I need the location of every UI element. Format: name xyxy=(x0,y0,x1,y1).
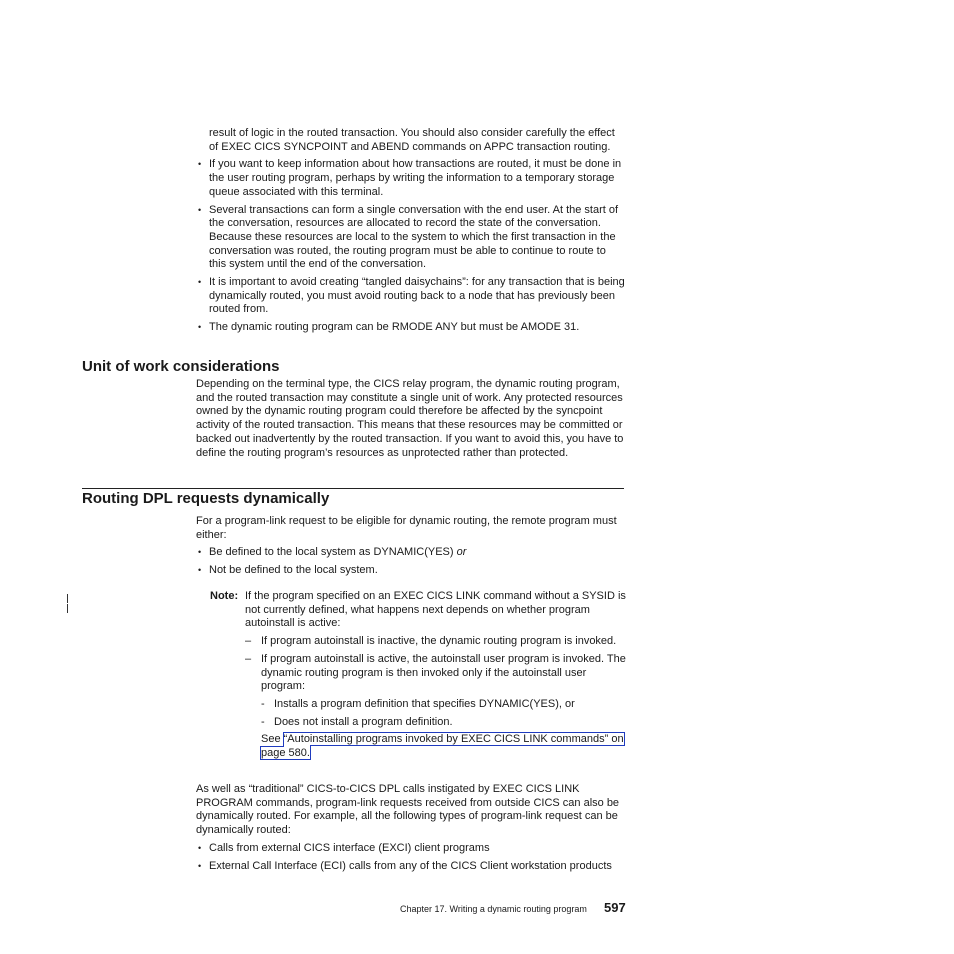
list-item xyxy=(245,653,626,761)
list-item: - Does not install a program definition. xyxy=(261,716,626,730)
section-divider xyxy=(82,488,624,489)
list-item: – If program autoinstall is inactive, the dynamic routing program is invoked. xyxy=(245,635,626,649)
change-bar xyxy=(67,594,68,603)
or-word: or xyxy=(456,546,467,559)
note-label: Note: xyxy=(210,590,239,602)
list-item: - Installs a program definition that specifies DYNAMIC(YES), or xyxy=(261,698,626,712)
program-link-types-list xyxy=(196,842,626,873)
list-item: • Not be defined to the local system. xyxy=(196,564,626,578)
see-prefix: See xyxy=(261,733,281,746)
unit-of-work-paragraph: Depending on the terminal type, the CICS relay program, the dynamic routing program, and the routed transaction may constitute a single unit of work. Any protected resources owned by the dynamic routing program could therefore be affected by the syncpoint activity of the routed transaction. This means that these resources may be committed or backed out inadvertently by the routed transaction. If you want to avoid this, you have to define the routing program’s resources as unprotected rather than protected. xyxy=(196,378,624,459)
see-reference xyxy=(261,733,626,760)
autoinstall-reference-link[interactable]: “Autoinstalling programs invoked by EXEC CICS LINK commands” on page 580. xyxy=(261,733,624,760)
change-bar xyxy=(67,604,68,613)
footer-chapter-title: Chapter 17. Writing a dynamic routing program xyxy=(400,904,587,914)
note-text: If the program specified on an EXEC CICS LINK command without a SYSID is not currently defined, what happens next depends on whether program autoinstall is active: xyxy=(245,590,626,630)
routing-dpl-intro: For a program-link request to be eligible for dynamic routing, the remote program must either: xyxy=(196,515,617,541)
autoinstall-list xyxy=(245,635,626,761)
page-number: 597 xyxy=(604,900,626,915)
eligibility-list xyxy=(196,546,626,577)
autoinstall-active-text: If program autoinstall is active, the autoinstall user program is invoked. The dynamic routing program is then invoked only if the autoinstall user program: xyxy=(261,652,626,693)
list-item: • The dynamic routing program can be RMODE ANY but must be AMODE 31. xyxy=(196,321,626,335)
routing-dpl-heading: Routing DPL requests dynamically xyxy=(82,490,330,507)
program-link-block xyxy=(196,783,626,877)
list-item xyxy=(196,546,626,560)
as-well-as-paragraph: As well as “traditional” CICS-to-CICS DPL calls instigated by EXEC CICS LINK PROGRAM commands, program-link requests received from outside CICS can also be dynamically routed. For example, all the following types of program-link request can be dynamically routed: xyxy=(196,783,620,837)
note-block xyxy=(210,590,626,765)
routing-dpl-intro-block xyxy=(196,515,626,582)
note-body xyxy=(245,590,626,761)
autoinstall-sub-list xyxy=(261,698,626,729)
eligibility-dynamic: Be defined to the local system as DYNAMIC(YES) xyxy=(209,546,454,559)
continuation-paragraph: result of logic in the routed transaction. You should also consider carefully the effect of EXEC CICS SYNCPOINT and ABEND commands on APPC transaction routing. xyxy=(209,127,615,153)
unit-of-work-block xyxy=(196,378,626,460)
continuation-block xyxy=(196,127,626,339)
considerations-list xyxy=(196,158,626,334)
list-item: • It is important to avoid creating “tangled daisychains”: for any transaction that is being dynamically routed, you must avoid routing back to a node that has previously been routed from. xyxy=(196,276,626,317)
list-item: • If you want to keep information about how transactions are routed, it must be done in the user routing program, perhaps by writing the information to a temporary storage queue associated with this terminal. xyxy=(196,158,626,199)
list-item: • Calls from external CICS interface (EXCI) client programs xyxy=(196,842,626,856)
list-item: • Several transactions can form a single conversation with the end user. At the start of the conversation, resources are allocated to record the state of the conversation. Because these resources are local to the system to which the first transaction in the conversation was routed, the routing program must be able to continue to route to this system until the end of the conversation. xyxy=(196,204,626,273)
list-item: • External Call Interface (ECI) calls from any of the CICS Client workstation products xyxy=(196,860,626,874)
unit-of-work-heading: Unit of work considerations xyxy=(82,358,280,375)
